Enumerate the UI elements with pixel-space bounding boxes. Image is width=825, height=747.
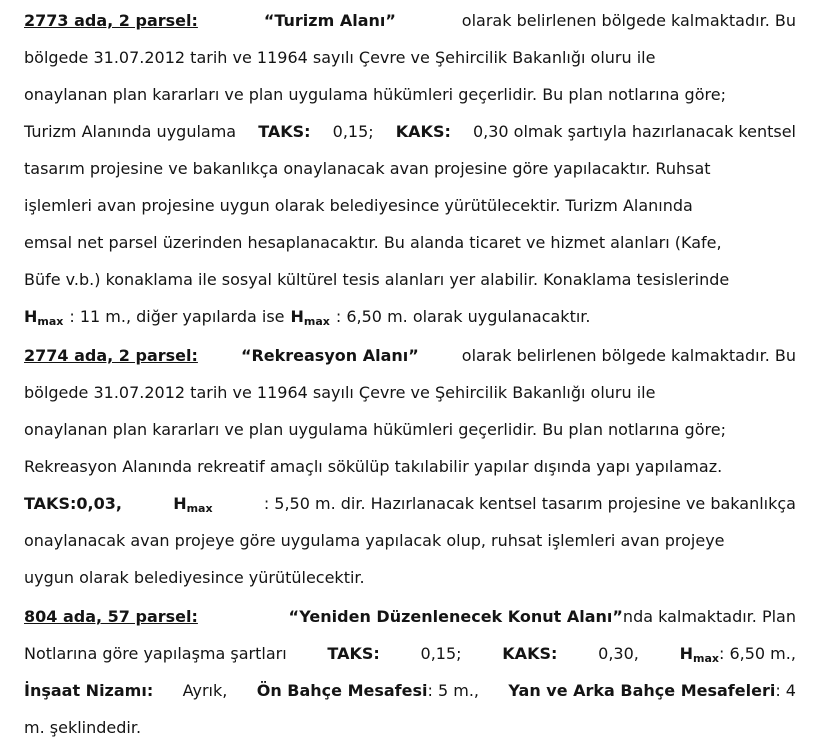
nizam-label: İnşaat Nizamı: [24, 681, 154, 700]
text-line: onaylanan plan kararları ve plan uygulama hükümleri geçerlidir. Bu plan notlarına göre; [24, 420, 726, 439]
text-line: TAKS:0,03, $H_{max}$ : 5,50 m. dir. Hazırlanacak kentsel tasarım projesine ve bakanlıkça [24, 491, 796, 517]
taks-label: TAKS:0,03, [24, 494, 122, 513]
parcel-heading: 2773 ada, 2 parsel: [24, 11, 198, 30]
text-line: onaylanan plan kararları ve plan uygulama hükümleri geçerlidir. Bu plan notlarına göre; [24, 85, 726, 104]
text-line: uygun olarak belediyesince yürütülecektir. [24, 568, 365, 587]
hmax-label: $H_{max}$ [679, 644, 719, 665]
text-line: onaylanacak avan projeye göre uygulama yapılacak olup, ruhsat işlemleri avan projeye [24, 531, 725, 550]
side-rear-yard-label: Yan ve Arka Bahçe Mesafeleri [508, 681, 776, 700]
line-text: olarak belirlenen bölgede kalmaktadır. Bu [461, 11, 796, 30]
text-line: bölgede 31.07.2012 tarih ve 11964 sayılı Çevre ve Şehircilik Bakanlığı oluru ile [24, 48, 656, 67]
text-line: bölgede 31.07.2012 tarih ve 11964 sayılı Çevre ve Şehircilik Bakanlığı oluru ile [24, 383, 656, 402]
text-line: işlemleri avan projesine uygun olarak belediyesince yürütülecektir. Turizm Alanında [24, 196, 693, 215]
kaks-label: KAKS: [502, 644, 558, 663]
taks-label: TAKS: [258, 122, 311, 141]
hmax-label: $H_{max}$ [173, 494, 213, 515]
text-line: tasarım projesine ve bakanlıkça onaylanacak avan projesine göre yapılacaktır. Ruhsat [24, 159, 711, 178]
text-line: Turizm Alanında uygulama TAKS: 0,15; KAKS: 0,30 olmak şartıyla hazırlanacak kentsel [24, 119, 796, 145]
text-line [24, 8, 796, 34]
kaks-label: KAKS: [395, 122, 451, 141]
text-line: $H_{max}$ : 11 m., diğer yapılarda ise $H_{max}$ : 6,50 m. olarak uygulanacaktır. [24, 304, 796, 330]
parcel-heading: 2774 ada, 2 parsel: [24, 346, 198, 365]
parcel-heading: 804 ada, 57 parsel: [24, 607, 198, 626]
text-line: 804 ada, 57 parsel: “Yeniden Düzenlenecek Konut Alanı”nda kalmaktadır. Plan [24, 604, 796, 630]
area-name: “Turizm Alanı” [263, 11, 396, 30]
text-line: 2774 ada, 2 parsel: “Rekreasyon Alanı” olarak belirlenen bölgede kalmaktadır. Bu [24, 343, 796, 369]
hmax-label: $H_{max}$ [290, 307, 330, 328]
taks-label: TAKS: [327, 644, 380, 663]
area-name: “Rekreasyon Alanı” [240, 346, 419, 365]
text-line: Büfe v.b.) konaklama ile sosyal kültürel tesis alanları yer alabilir. Konaklama tesislerinde [24, 270, 730, 289]
text-line: m. şeklindedir. [24, 718, 142, 737]
text-line: Notlarına göre yapılaşma şartları TAKS: 0,15; KAKS: 0,30, $H_{max}$: 6,50 m., [24, 641, 796, 667]
text-line: İnşaat Nizamı: Ayrık, Ön Bahçe Mesafesi: 5 m., Yan ve Arka Bahçe Mesafeleri: 4 [24, 678, 796, 704]
area-name: “Yeniden Düzenlenecek Konut Alanı” [288, 607, 623, 626]
text-line: emsal net parsel üzerinden hesaplanacaktır. Bu alanda ticaret ve hizmet alanları (Kafe, [24, 233, 722, 252]
front-yard-label: Ön Bahçe Mesafesi [256, 681, 428, 700]
hmax-label: $H_{max}$ [24, 307, 64, 328]
text-line: Rekreasyon Alanında rekreatif amaçlı sökülüp takılabilir yapılar dışında yapı yapılamaz. [24, 457, 723, 476]
